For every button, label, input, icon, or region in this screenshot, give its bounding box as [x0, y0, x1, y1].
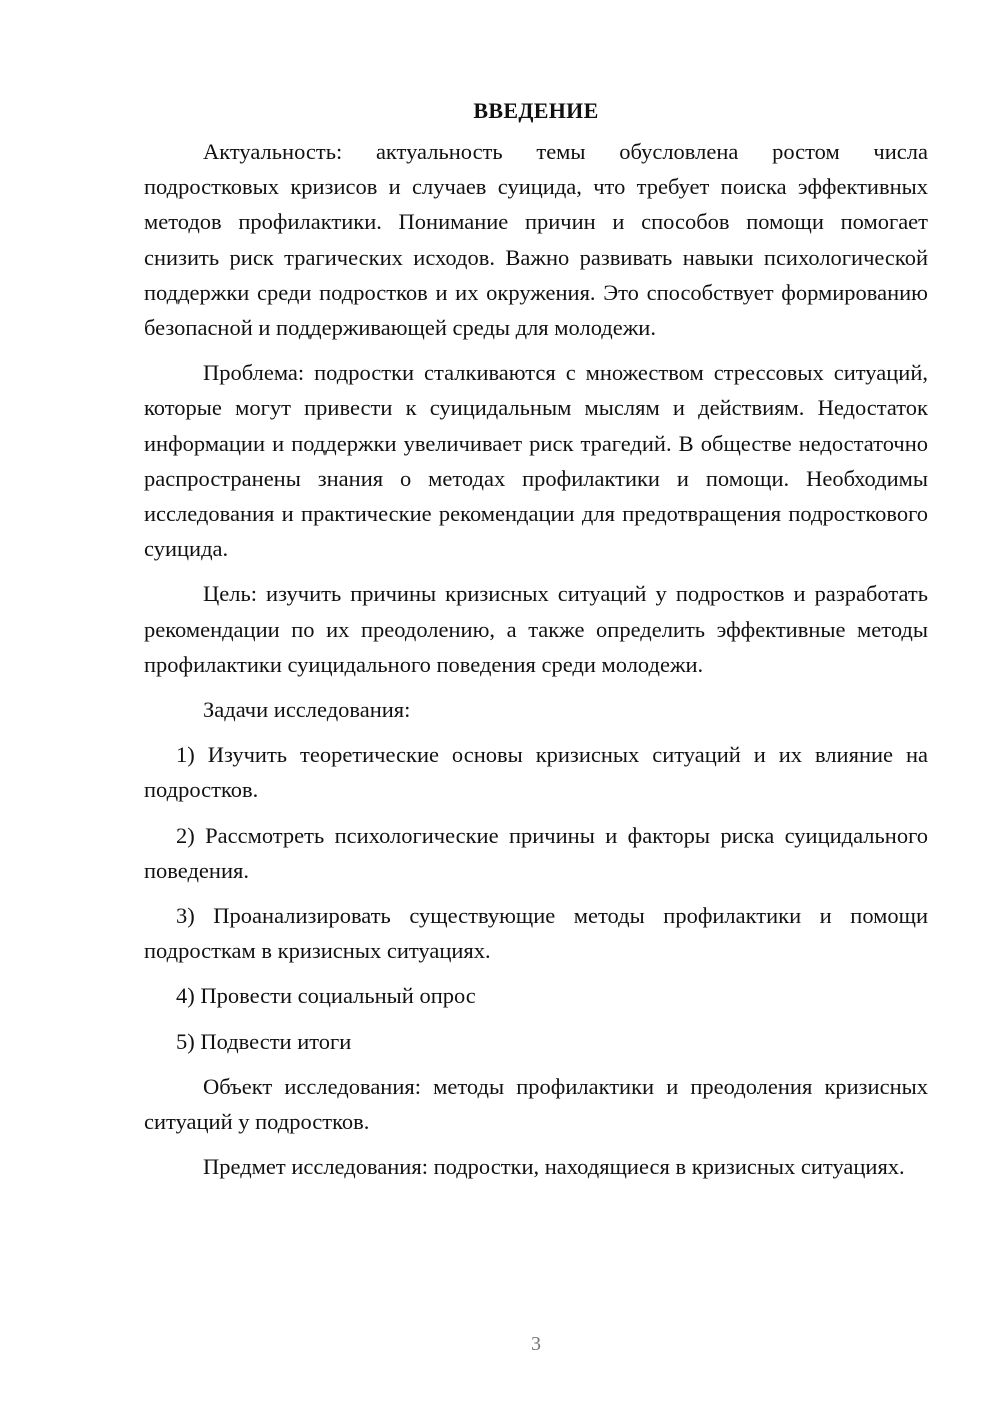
task-item: 1) Изучить теоретические основы кризисных ситуаций и их влияние на подростков.: [144, 742, 928, 803]
page-title: ВВЕДЕНИЕ: [473, 98, 599, 123]
task-item: 3) Проанализировать существующие методы профилактики и помощи подросткам в кризисных ситуациях.: [144, 903, 928, 964]
goal-paragraph: Цель: изучить причины кризисных ситуаций у подростков и разработать рекомендации по их преодолению, а также определить эффективные методы профилактики суицидального поведения среди молодежи.: [144, 581, 928, 677]
problem-paragraph: Проблема: подростки сталкиваются с множеством стрессовых ситуаций, которые могут привести к суицидальным мыслям и действиям. Недостаток информации и поддержки увеличивает риск трагедий. В обществе недостаточно распространены знания о методах профилактики и помощи. Необходимы исследования и практические рекомендации для предотвращения подросткового суицида.: [144, 360, 928, 562]
subject-paragraph: Предмет исследования: подростки, находящиеся в кризисных ситуациях.: [203, 1154, 905, 1180]
document-page: [144, 96, 928, 1194]
task-item: 4) Провести социальный опрос: [176, 983, 476, 1009]
relevance-paragraph: Актуальность: актуальность темы обусловлена ростом числа подростковых кризисов и случаев суицида, что требует поиска эффективных методов профилактики. Понимание причин и способов помощи помогает снизить риск трагических исходов. Важно развивать навыки психологической поддержки среди подростков и их окружения. Это способствует формированию безопасной и поддерживающей среды для молодежи.: [144, 139, 928, 341]
task-item: 5) Подвести итоги: [176, 1028, 352, 1054]
tasks-heading: Задачи исследования:: [203, 697, 411, 723]
page-number: 3: [531, 1333, 541, 1355]
object-paragraph: Объект исследования: методы профилактики и преодоления кризисных ситуаций у подростков.: [144, 1073, 928, 1135]
task-item: 2) Рассмотреть психологические причины и факторы риска суицидального поведения.: [144, 822, 928, 883]
